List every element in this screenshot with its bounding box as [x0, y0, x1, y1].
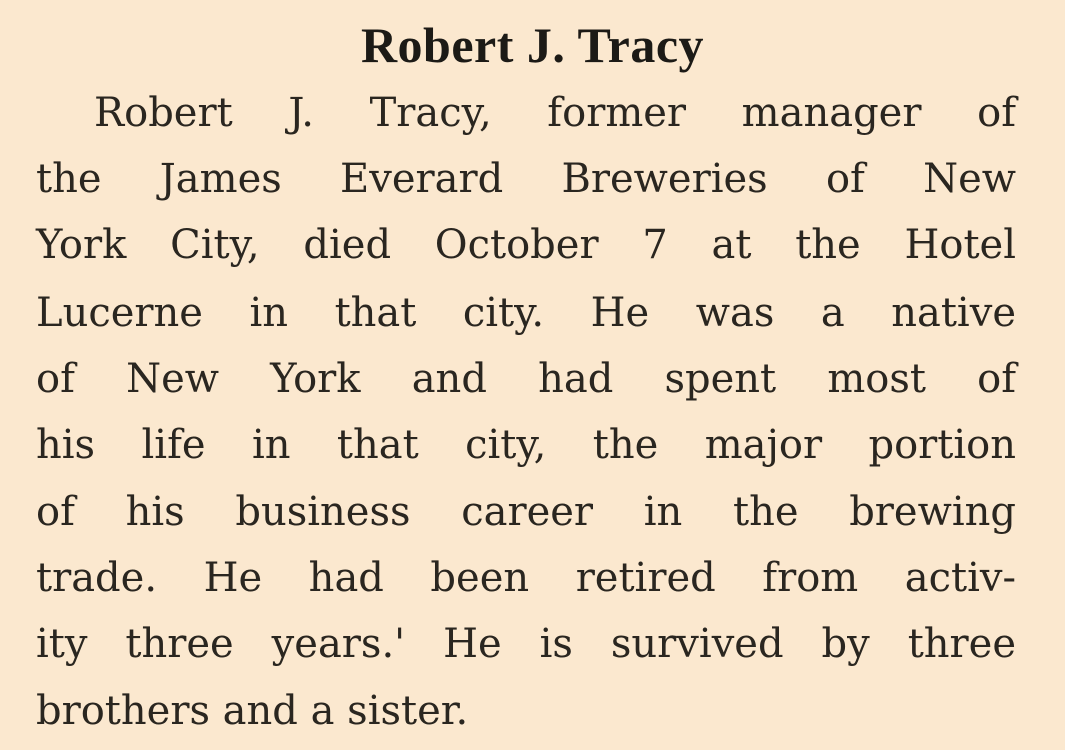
article-line-4: Lucerne in that city. He was a native — [36, 290, 1016, 336]
article-line-2: the James Everard Breweries of New — [36, 156, 1016, 202]
article-line-1: Robert J. Tracy, former manager of — [94, 90, 1016, 136]
article-line-8: trade. He had been retired from activ- — [36, 555, 1016, 601]
article-headline: Robert J. Tracy — [360, 17, 705, 73]
article-line-9: ity three years.' He is survived by three — [36, 621, 1016, 667]
article-line-3: York City, died October 7 at the Hotel — [36, 222, 1016, 268]
article-line-5: of New York and had spent most of — [36, 356, 1016, 402]
article-line-6: his life in that city, the major portion — [36, 422, 1016, 468]
article-line-10: brothers and a sister. — [36, 688, 469, 734]
article-line-7: of his business career in the brewing — [36, 489, 1016, 535]
